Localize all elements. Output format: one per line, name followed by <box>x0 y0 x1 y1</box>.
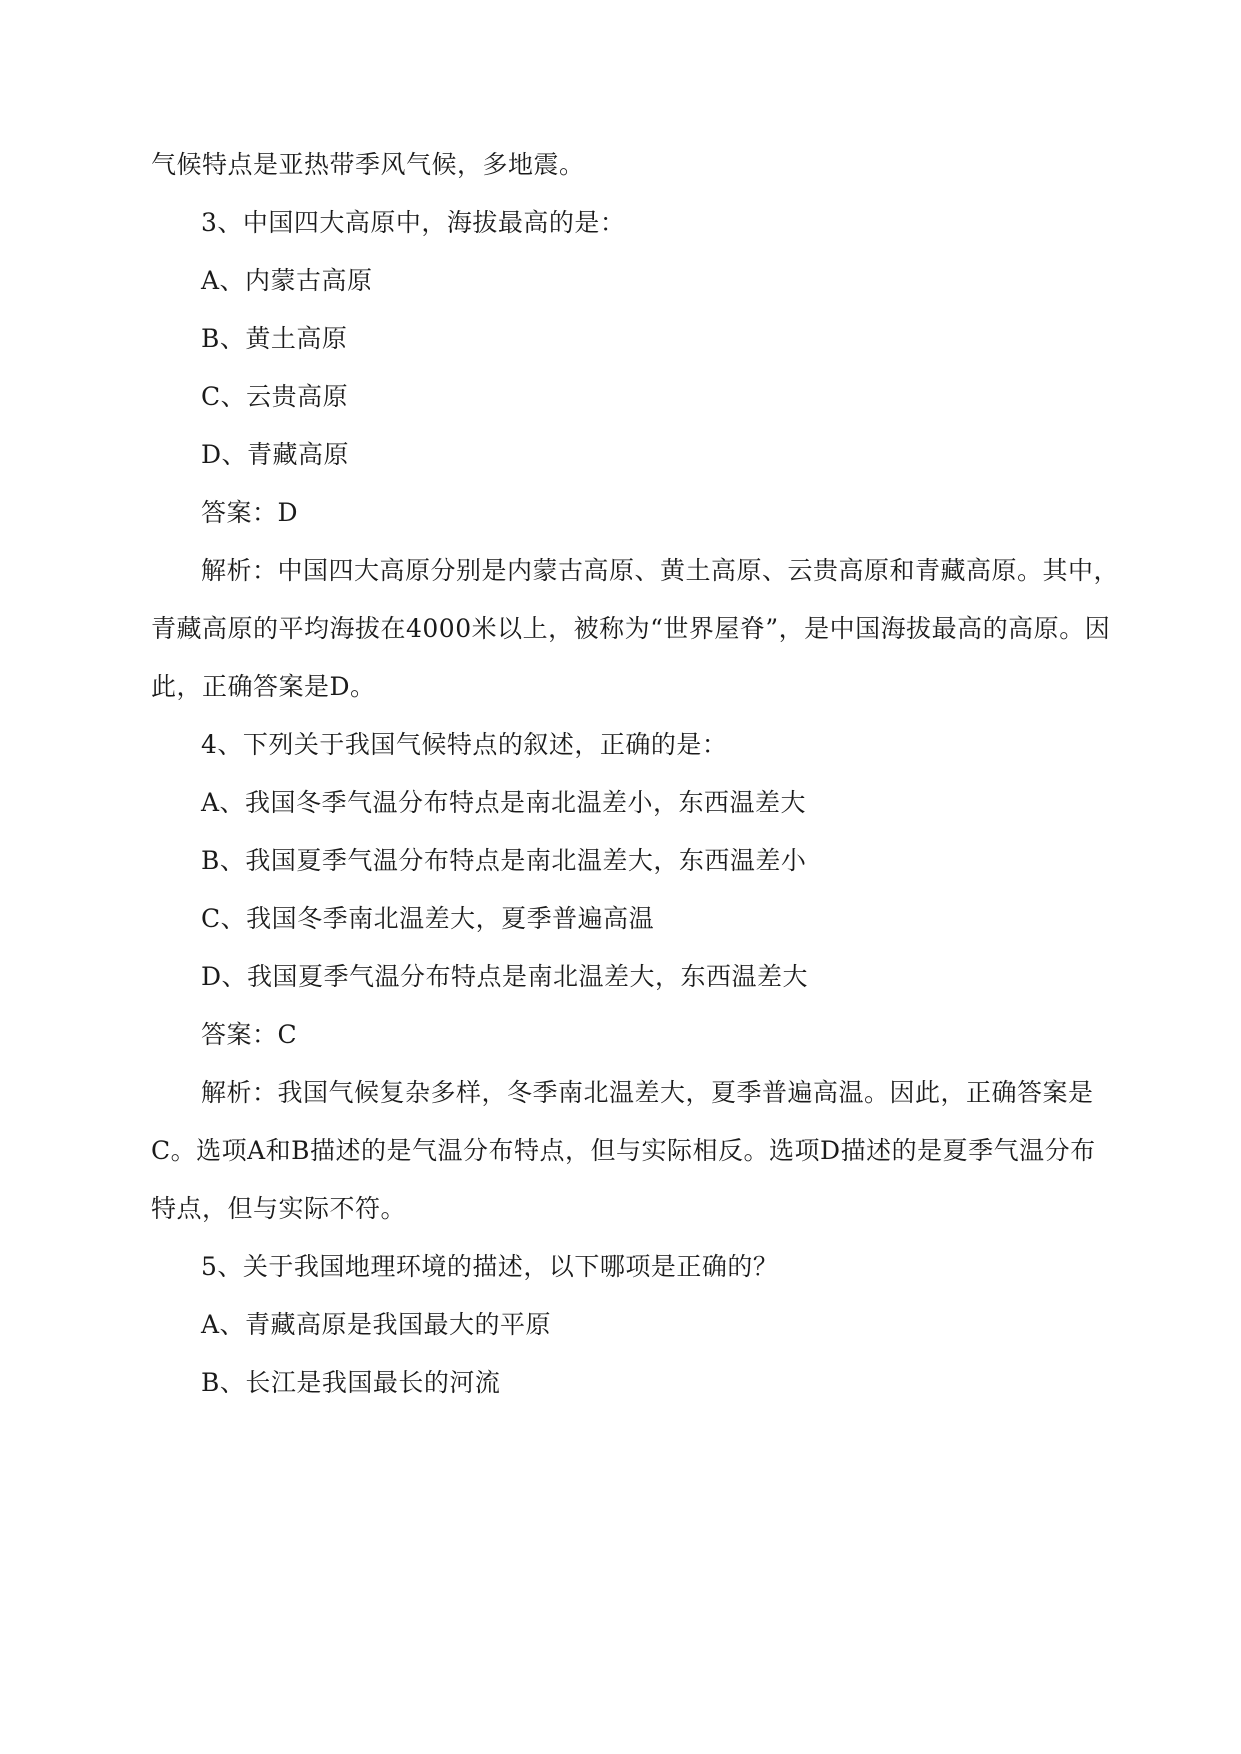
question-4: 4、下列关于我国气候特点的叙述，正确的是： <box>201 730 728 759</box>
question-4-option-a: A、我国冬季气温分布特点是南北温差小，东西温差大 <box>201 788 807 817</box>
question-4-answer: 答案：C <box>201 1020 298 1049</box>
question-4-explanation-line-3: 特点，但与实际不符。 <box>151 1194 407 1223</box>
question-3-explanation-line-3: 此，正确答案是D。 <box>151 672 376 701</box>
question-4-option-d: D、我国夏季气温分布特点是南北温差大，东西温差大 <box>201 962 809 991</box>
question-4-option-c: C、我国冬季南北温差大，夏季普遍高温 <box>201 904 655 933</box>
question-3: 3、中国四大高原中，海拔最高的是： <box>201 208 626 237</box>
question-3-option-c: C、云贵高原 <box>201 382 349 411</box>
paragraph-continuation: 气候特点是亚热带季风气候，多地震。 <box>151 150 585 179</box>
question-3-option-d: D、青藏高原 <box>201 440 350 469</box>
question-3-answer: 答案：D <box>201 498 299 527</box>
question-4-explanation-line-2: C。选项A和B描述的是气温分布特点，但与实际相反。选项D描述的是夏季气温分布 <box>151 1136 1096 1165</box>
question-3-explanation-line-2: 青藏高原的平均海拔在4000米以上，被称为“世界屋脊”，是中国海拔最高的高原。因 <box>151 614 1111 643</box>
question-5-option-b: B、长江是我国最长的河流 <box>201 1368 501 1397</box>
question-4-option-b: B、我国夏季气温分布特点是南北温差大，东西温差小 <box>201 846 807 875</box>
question-5-option-a: A、青藏高原是我国最大的平原 <box>201 1310 552 1339</box>
question-3-explanation-line-1: 解析：中国四大高原分别是内蒙古高原、黄土高原、云贵高原和青藏高原。其中， <box>201 556 1120 585</box>
question-4-explanation-line-1: 解析：我国气候复杂多样，冬季南北温差大，夏季普遍高温。因此，正确答案是 <box>201 1078 1094 1107</box>
question-5: 5、关于我国地理环境的描述，以下哪项是正确的？ <box>201 1252 779 1281</box>
question-3-option-b: B、黄土高原 <box>201 324 348 353</box>
question-3-option-a: A、内蒙古高原 <box>201 266 373 295</box>
